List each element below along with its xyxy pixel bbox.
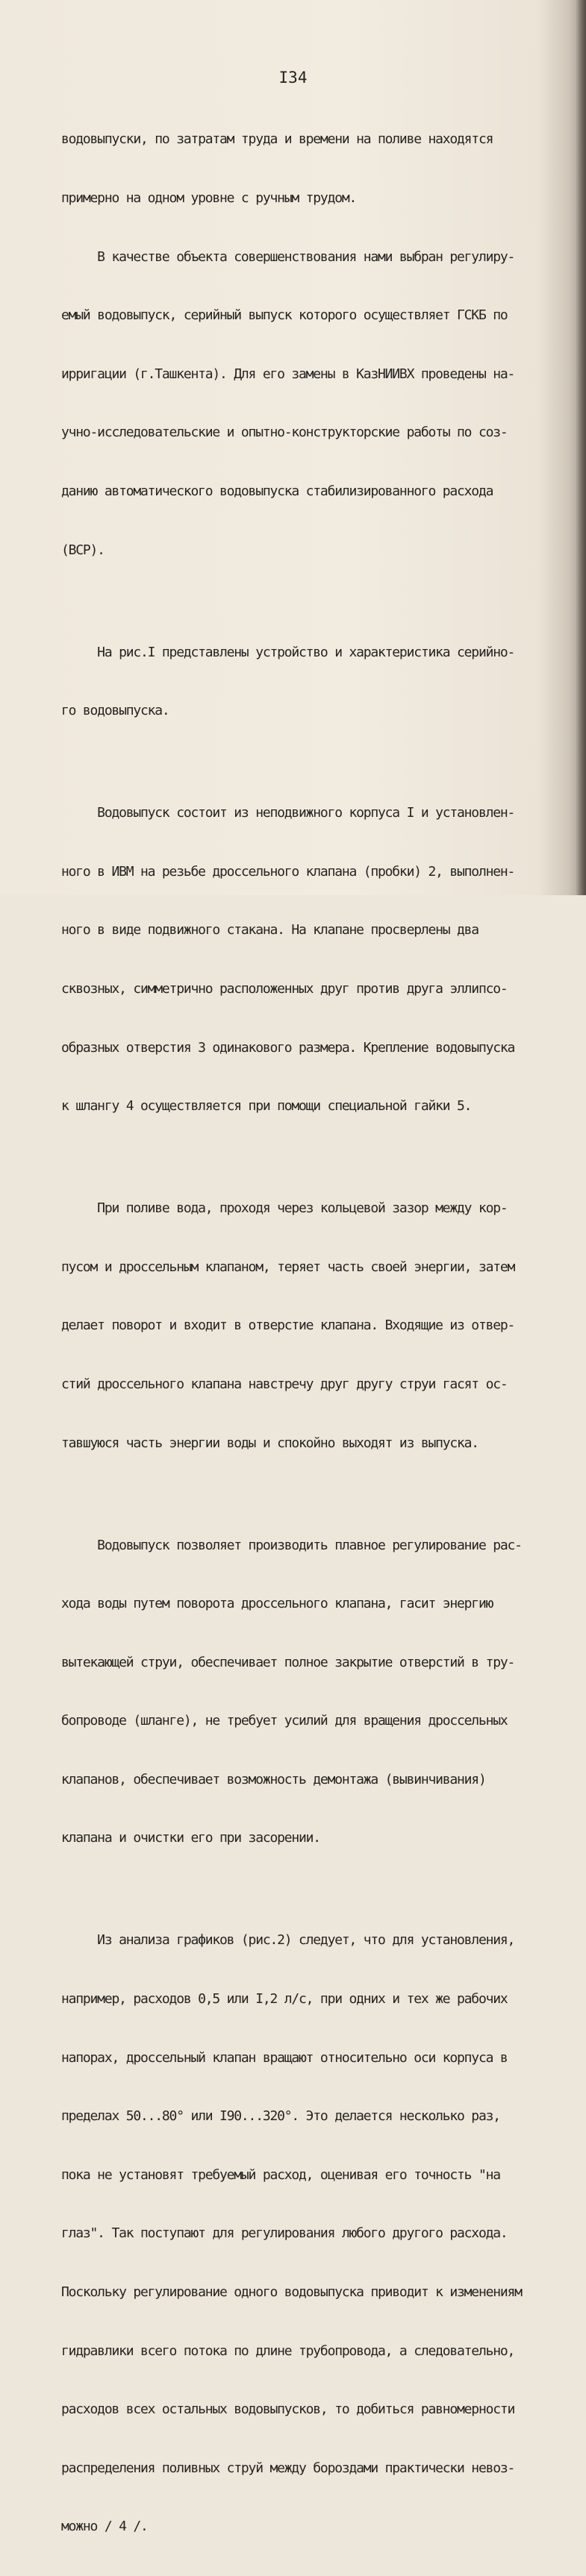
paragraph-gap <box>61 760 554 765</box>
text-line: вытекающей струи, обеспечивает полное закрытие отверстий в тру- <box>61 1654 515 1670</box>
text-line: клапана и очистки его при засорении. <box>61 1830 320 1846</box>
text-line: При поливе вода, проходя через кольцевой зазор между кор- <box>61 1200 508 1217</box>
text-line: расходов всех остальных водовыпусков, то добиться равномерности <box>61 2401 515 2418</box>
paragraph-gap <box>61 1887 554 1892</box>
text-line: клапанов, обеспечивает возможность демонтажа (вывинчивания) <box>61 1771 486 1787</box>
text-line: можно / 4 /. <box>61 2519 148 2535</box>
text-line: В качестве объекта совершенствования нами выбран регулиру- <box>61 248 515 265</box>
text-line: пределах 50...80° или I90...320°. Это делается несколько раз, <box>61 2108 500 2125</box>
paragraph-gap <box>61 1156 554 1160</box>
text-line: данию автоматического водовыпуска стабилизированного расхода <box>61 483 493 499</box>
paragraph-gap <box>61 599 554 604</box>
body-text <box>61 91 554 2576</box>
text-line: тавшуюся часть энергии воды и спокойно выходят из выпуска. <box>61 1435 479 1451</box>
text-line: емый водовыпуск, серийный выпуск которого осуществляет ГСКБ по <box>61 307 508 324</box>
text-line: Из анализа графиков (рис.2) следует, что для установления, <box>61 1932 515 1949</box>
text-line: пока не установят требуемый расход, оценивая его точность "на <box>61 2166 500 2183</box>
text-line: распределения поливных струй между бороздами практически невоз- <box>61 2460 515 2476</box>
text-line: бопроводе (шланге), не требует усилий для вращения дроссельных <box>61 1713 508 1729</box>
text-line: примерно на одном уровне с ручным трудом. <box>61 190 357 206</box>
text-line: например, расходов 0,5 или I,2 л/с, при одних и тех же рабочих <box>61 1991 508 2008</box>
text-line: сквозных, симметрично расположенных друг против друга эллипсо- <box>61 980 508 997</box>
text-line: На рис.I представлены устройство и характеристика серийно- <box>61 644 515 660</box>
page-number: I34 <box>278 69 308 87</box>
text-line: ного в ИВМ на резьбе дроссельного клапана (пробки) 2, выполнен- <box>61 863 515 880</box>
text-line: стий дроссельного клапана навстречу друг другу струи гасят ос- <box>61 1376 508 1392</box>
text-line: учно-исследовательские и опытно-конструкторские работы по соз- <box>61 424 508 441</box>
text-line: ирригации (г.Ташкента). Для его замены в КазНИИВХ проведены на- <box>61 366 515 382</box>
text-line: глаз". Так поступают для регулирования любого другого расхода. <box>61 2225 508 2242</box>
text-line: напорах, дроссельный клапан вращают относительно оси корпуса в <box>61 2049 508 2066</box>
paragraph-gap <box>61 1492 554 1497</box>
text-line: го водовыпуска. <box>61 703 169 719</box>
text-line: к шлангу 4 осуществляется при помощи специальной гайки 5. <box>61 1098 472 1115</box>
text-line: (ВСР). <box>61 542 105 558</box>
text-line: хода воды путем поворота дроссельного клапана, гасит энергию <box>61 1596 493 1612</box>
text-line: гидравлики всего потока по длине трубопровода, а следовательно, <box>61 2342 515 2359</box>
text-line: делает поворот и входит в отверстие клапана. Входящие из отвер- <box>61 1317 515 1334</box>
text-line: образных отверстия 3 одинакового размера. Крепление водовыпуска <box>61 1039 515 1056</box>
text-line: Поскольку регулирование одного водовыпуска приводит к изменениям <box>61 2284 522 2301</box>
page-edge-shadow <box>576 0 586 895</box>
text-line: Водовыпуск состоит из неподвижного корпуса I и установлен- <box>61 805 515 821</box>
text-line: Водовыпуск позволяет производить плавное регулирование рас- <box>61 1537 522 1553</box>
text-line: ного в виде подвижного стакана. На клапане просверлены два <box>61 922 479 938</box>
text-line: водовыпуски, по затратам труда и времени на поливе находятся <box>61 131 493 148</box>
text-line: пусом и дроссельным клапаном, теряет часть своей энергии, затем <box>61 1259 515 1275</box>
